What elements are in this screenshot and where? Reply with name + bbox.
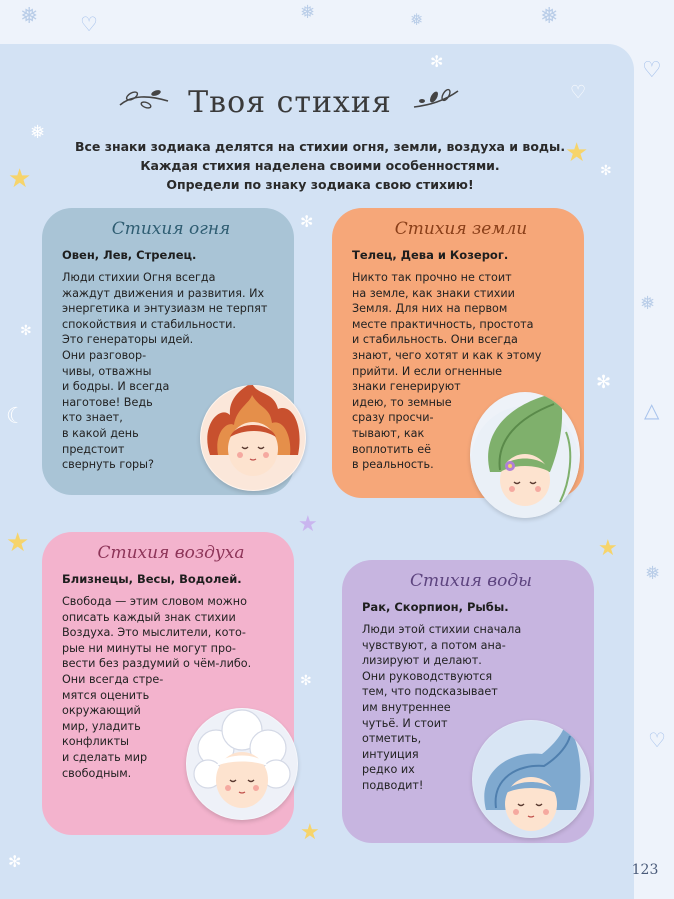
body-line: конфликты: [62, 735, 130, 749]
body-line: Воздуха. Это мыслители, кото-: [62, 626, 246, 640]
body-line: знают, чего хотят и как к этому: [352, 348, 542, 362]
body-line: Никто так прочно не стоит: [352, 271, 512, 284]
body-line: жаждут движения и развития. Их: [62, 286, 265, 300]
body-line: и сделать мир: [62, 750, 148, 764]
star-icon: ★: [300, 820, 320, 845]
moon-icon: ☾: [6, 404, 26, 429]
title-row: [110, 80, 470, 124]
snowflake-icon: ✻: [596, 372, 612, 393]
body-line: интуиция: [362, 747, 419, 761]
card-signs: Рак, Скорпион, Рыбы.: [362, 600, 509, 614]
snowflake-icon: ❅: [640, 293, 656, 314]
body-line: Они руководствуются: [362, 669, 493, 683]
snowflake-icon: ❅: [300, 2, 316, 23]
heart-icon: ♡: [80, 12, 98, 36]
body-line: мир, уладить: [62, 719, 141, 733]
star-icon: ★: [598, 536, 618, 561]
sprig-left-icon: [118, 87, 170, 117]
body-line: вести без раздумий о чём-либо.: [62, 657, 252, 671]
heart-icon: ♡: [570, 82, 587, 103]
body-line: лизируют и делают.: [362, 654, 482, 668]
body-line: Они разговор-: [62, 348, 147, 362]
body-line: мятся оценить: [62, 688, 150, 702]
card-title: Стихия воздуха: [97, 543, 245, 563]
body-line: редко их: [362, 763, 415, 777]
snowflake-icon: ✻: [8, 852, 22, 871]
body-line: Люди стихии Огня всегда: [62, 271, 216, 284]
snowflake-icon: ✻: [430, 52, 444, 71]
body-line: описать каждый знак стихии: [62, 610, 236, 624]
body-line: свернуть горы?: [62, 458, 154, 472]
body-line: тывают, как: [352, 426, 425, 440]
triangle-icon: △: [644, 398, 660, 422]
snowflake-icon: ✻: [20, 323, 32, 339]
card-title: Стихия огня: [111, 219, 231, 239]
body-line: Они всегда стре-: [62, 672, 164, 686]
heart-icon: ♡: [642, 58, 662, 83]
body-line: подводит!: [362, 778, 424, 792]
body-line: и стабильность. Они всегда: [352, 333, 518, 347]
star-icon: ★: [6, 528, 30, 558]
body-line: воплотить её: [352, 442, 431, 456]
earth-girl-illustration: [470, 392, 580, 518]
card-title: Стихия земли: [394, 219, 528, 239]
body-line: Люди этой стихии сначала: [362, 623, 522, 636]
snowflake-icon: ❅: [20, 4, 39, 29]
body-line: кто знает,: [62, 411, 123, 425]
body-line: энергетика и энтузиазм не терпят: [62, 302, 268, 316]
snowflake-icon: ❅: [645, 563, 661, 584]
body-line: и бодры. И всегда: [62, 380, 170, 394]
snowflake-icon: ✻: [300, 673, 312, 689]
body-line: Земля. Для них на первом: [352, 302, 508, 316]
body-line: чутьё. И стоит: [362, 716, 448, 730]
snowflake-icon: ✻: [300, 212, 314, 231]
card-title: Стихия воды: [409, 571, 533, 591]
intro-line: Все знаки зодиака делятся на стихии огня, земли, воздуха и воды.: [74, 139, 566, 154]
body-line: на земле, как знаки стихии: [352, 286, 515, 300]
snowflake-icon: ❅: [540, 4, 559, 29]
page-title: Твоя стихия: [188, 84, 392, 120]
snowflake-icon: ❅: [30, 122, 46, 143]
snowflake-icon: ✻: [600, 163, 612, 179]
body-line: наготове! Ведь: [62, 395, 153, 409]
body-line: рые ни минуты не могут про-: [62, 641, 236, 655]
card-signs: Овен, Лев, Стрелец.: [62, 248, 197, 262]
body-line: Это генераторы идей.: [62, 333, 194, 347]
sprig-right-icon: [410, 87, 462, 117]
body-line: знаки генерируют: [352, 380, 461, 394]
body-line: свободным.: [62, 766, 132, 780]
body-line: окружающий: [62, 704, 141, 718]
star-icon: ★: [565, 138, 589, 168]
body-line: сразу просчи-: [352, 411, 434, 425]
body-line: им внутреннее: [362, 700, 451, 714]
body-line: прийти. И если огненные: [352, 364, 503, 378]
body-line: идею, то земные: [352, 395, 452, 409]
body-line: отметить,: [362, 732, 422, 746]
fire-girl-illustration: [200, 385, 306, 491]
snowflake-icon: ❅: [410, 10, 424, 29]
body-line: в реальность.: [352, 458, 434, 472]
body-line: Свобода — этим словом можно: [62, 595, 247, 608]
body-line: спокойствия и стабильности.: [62, 317, 236, 331]
body-line: в какой день: [62, 426, 139, 440]
intro-line: Каждая стихия наделена своими особенностями.: [140, 158, 500, 173]
card-signs: Близнецы, Весы, Водолей.: [62, 572, 242, 586]
water-girl-illustration: [472, 720, 590, 838]
intro-text: [60, 137, 580, 194]
body-line: чувствуют, а потом ана-: [362, 638, 506, 652]
body-line: месте практичность, простота: [352, 317, 534, 331]
body-line: тем, что подсказывает: [362, 685, 498, 699]
body-line: предстоит: [62, 442, 125, 456]
card-signs: Телец, Дева и Козерог.: [352, 248, 509, 262]
star-icon: ★: [298, 512, 318, 537]
intro-line: Определи по знаку зодиака свою стихию!: [166, 177, 474, 192]
air-girl-illustration: [186, 708, 298, 820]
body-line: чивы, отважны: [62, 364, 152, 378]
heart-icon: ♡: [648, 728, 666, 752]
star-icon: ★: [8, 164, 32, 194]
page-number: 123: [631, 862, 659, 878]
